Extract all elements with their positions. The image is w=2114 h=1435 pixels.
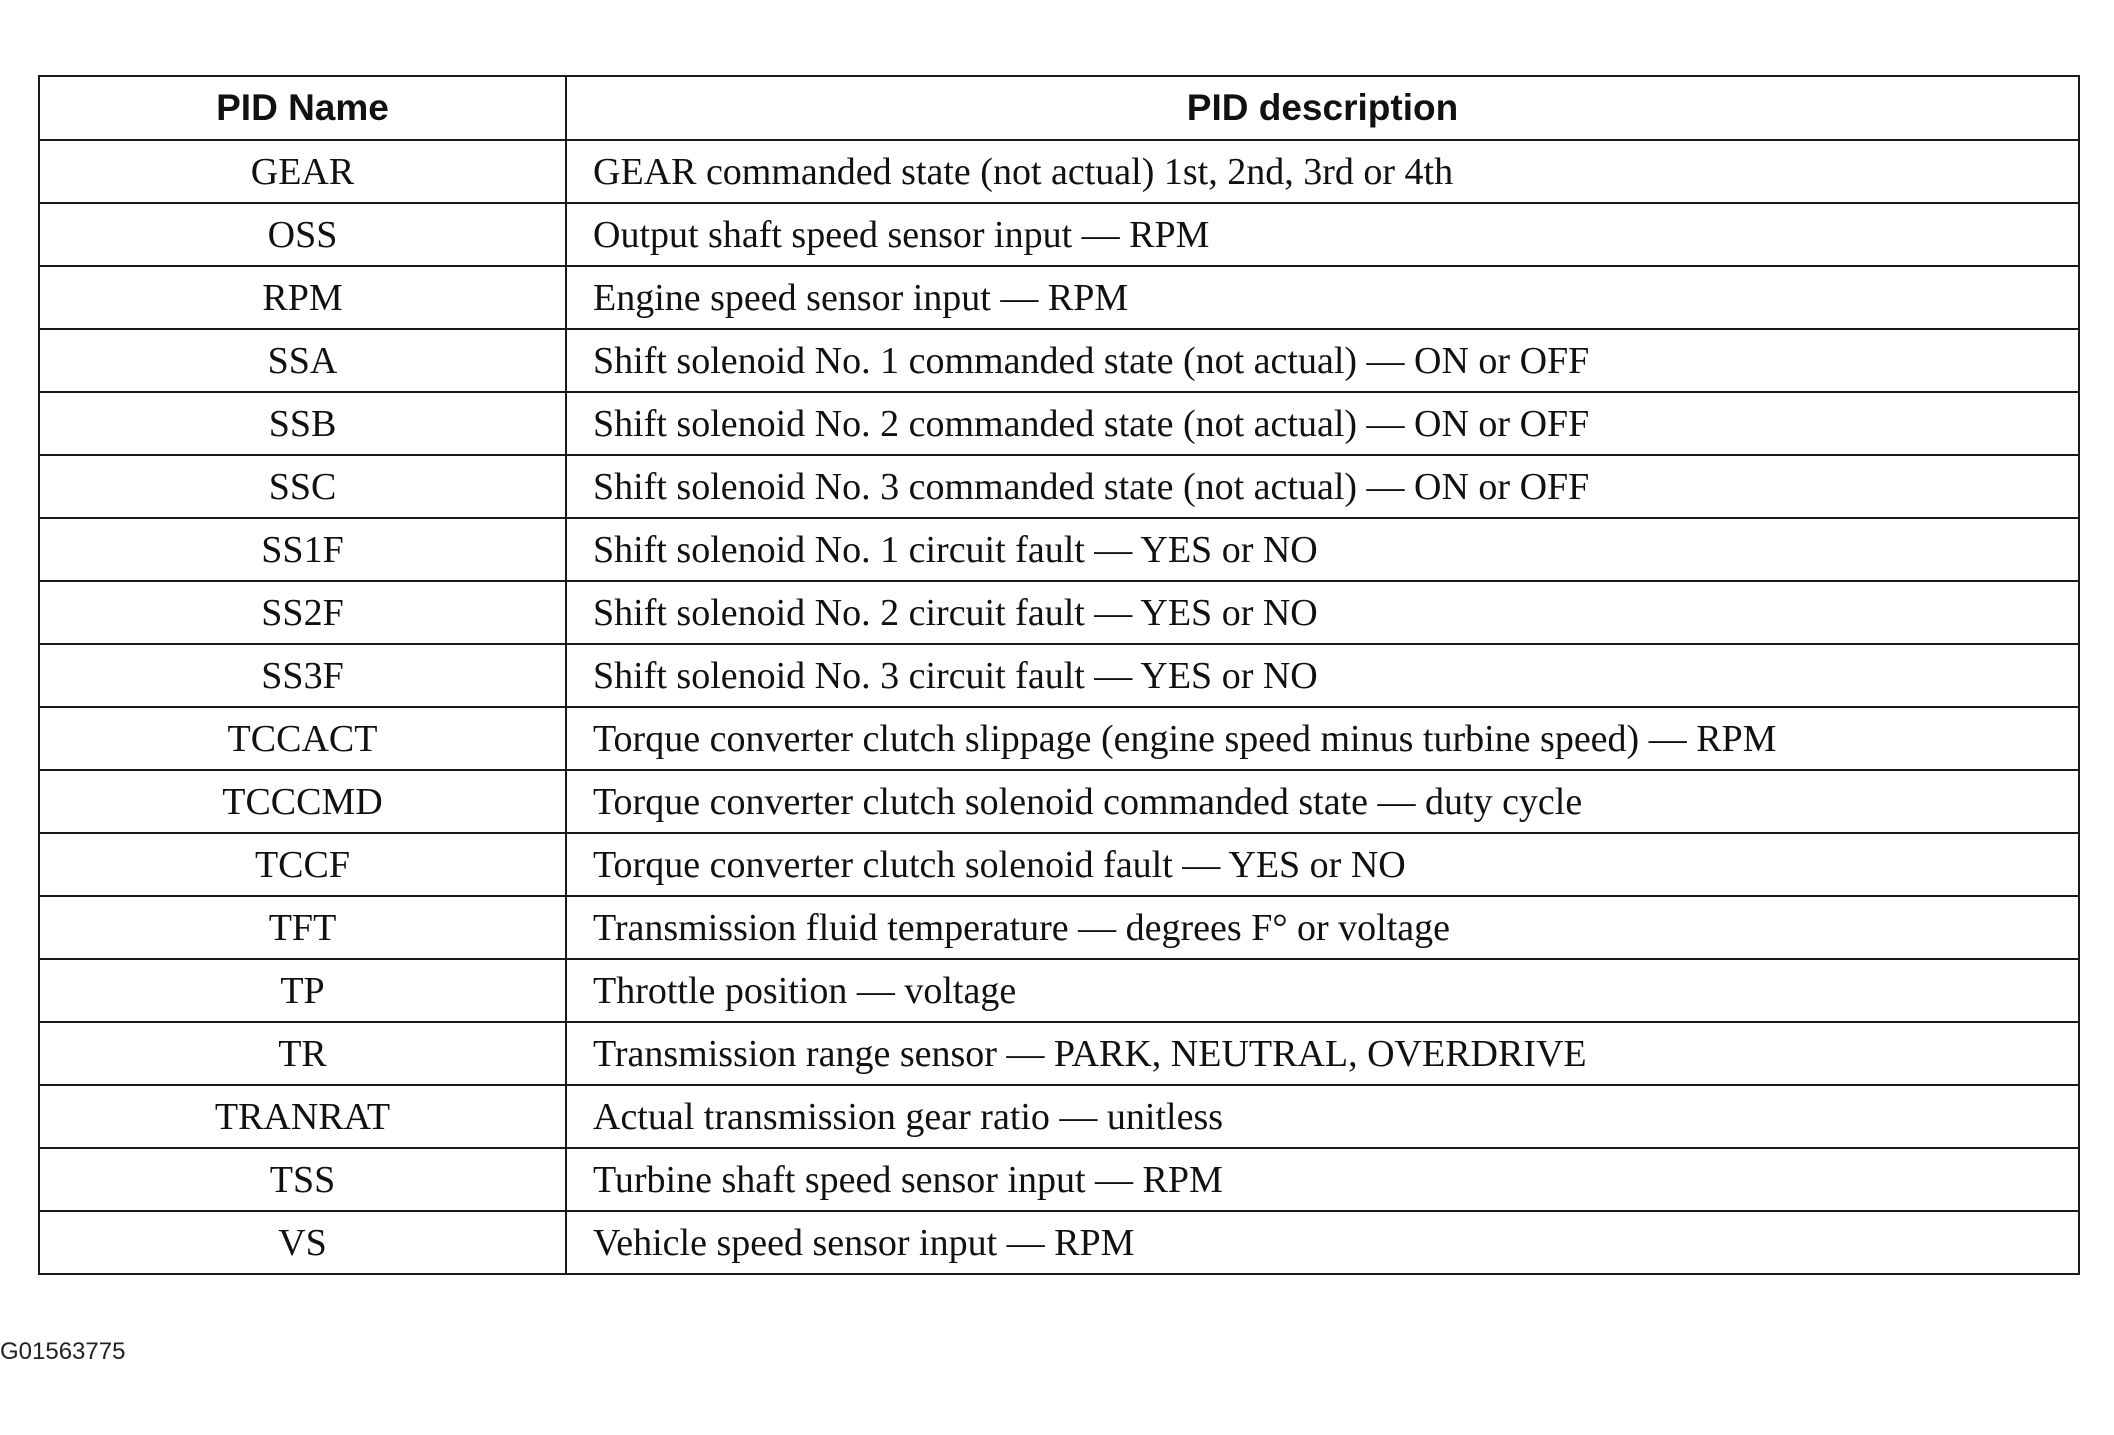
table-row — [39, 896, 2079, 959]
table-row — [39, 455, 2079, 518]
table-row — [39, 1022, 2079, 1085]
pid-name-cell: TR — [39, 1022, 566, 1085]
table-row — [39, 644, 2079, 707]
pid-description-cell: Actual transmission gear ratio — unitless — [566, 1085, 2079, 1148]
pid-description-cell: GEAR commanded state (not actual) 1st, 2nd, 3rd or 4th — [566, 140, 2079, 203]
pid-name-cell: OSS — [39, 203, 566, 266]
pid-name-cell: GEAR — [39, 140, 566, 203]
pid-description-cell: Vehicle speed sensor input — RPM — [566, 1211, 2079, 1274]
table-header-row — [39, 76, 2079, 140]
table-row — [39, 203, 2079, 266]
pid-description-cell: Shift solenoid No. 2 commanded state (not actual) — ON or OFF — [566, 392, 2079, 455]
pid-description-cell: Torque converter clutch slippage (engine speed minus turbine speed) — RPM — [566, 707, 2079, 770]
pid-name-cell: VS — [39, 1211, 566, 1274]
pid-name-cell: SSC — [39, 455, 566, 518]
pid-name-cell: TP — [39, 959, 566, 1022]
pid-description-cell: Shift solenoid No. 1 circuit fault — YES or NO — [566, 518, 2079, 581]
table-row — [39, 329, 2079, 392]
pid-name-cell: SS2F — [39, 581, 566, 644]
table-row — [39, 1211, 2079, 1274]
pid-name-cell: SSA — [39, 329, 566, 392]
table-row — [39, 1148, 2079, 1211]
pid-description-cell: Torque converter clutch solenoid fault — YES or NO — [566, 833, 2079, 896]
pid-description-cell: Output shaft speed sensor input — RPM — [566, 203, 2079, 266]
pid-description-cell: Shift solenoid No. 2 circuit fault — YES or NO — [566, 581, 2079, 644]
pid-description-cell: Engine speed sensor input — RPM — [566, 266, 2079, 329]
pid-name-cell: TSS — [39, 1148, 566, 1211]
figure-id: G01563775 — [0, 1338, 126, 1365]
pid-description-cell: Torque converter clutch solenoid commanded state — duty cycle — [566, 770, 2079, 833]
table-row — [39, 392, 2079, 455]
table-row — [39, 770, 2079, 833]
table-row — [39, 1085, 2079, 1148]
pid-description-cell: Turbine shaft speed sensor input — RPM — [566, 1148, 2079, 1211]
table-row — [39, 140, 2079, 203]
pid-description-cell: Transmission range sensor — PARK, NEUTRAL, OVERDRIVE — [566, 1022, 2079, 1085]
pid-name-cell: TFT — [39, 896, 566, 959]
table-row — [39, 581, 2079, 644]
pid-name-cell: TRANRAT — [39, 1085, 566, 1148]
table-row — [39, 707, 2079, 770]
table-row — [39, 833, 2079, 896]
table-row — [39, 266, 2079, 329]
table-row — [39, 518, 2079, 581]
pid-description-cell: Throttle position — voltage — [566, 959, 2079, 1022]
pid-name-cell: RPM — [39, 266, 566, 329]
pid-description-cell: Shift solenoid No. 3 commanded state (not actual) — ON or OFF — [566, 455, 2079, 518]
pid-name-cell: SS1F — [39, 518, 566, 581]
pid-table — [38, 75, 2080, 1275]
pid-description-cell: Shift solenoid No. 1 commanded state (not actual) — ON or OFF — [566, 329, 2079, 392]
pid-name-cell: SSB — [39, 392, 566, 455]
header-pid-description: PID description — [566, 76, 2079, 140]
pid-name-cell: TCCF — [39, 833, 566, 896]
pid-name-cell: SS3F — [39, 644, 566, 707]
pid-description-cell: Shift solenoid No. 3 circuit fault — YES or NO — [566, 644, 2079, 707]
table-row — [39, 959, 2079, 1022]
pid-name-cell: TCCCMD — [39, 770, 566, 833]
pid-name-cell: TCCACT — [39, 707, 566, 770]
header-pid-name: PID Name — [39, 76, 566, 140]
pid-description-cell: Transmission fluid temperature — degrees F° or voltage — [566, 896, 2079, 959]
